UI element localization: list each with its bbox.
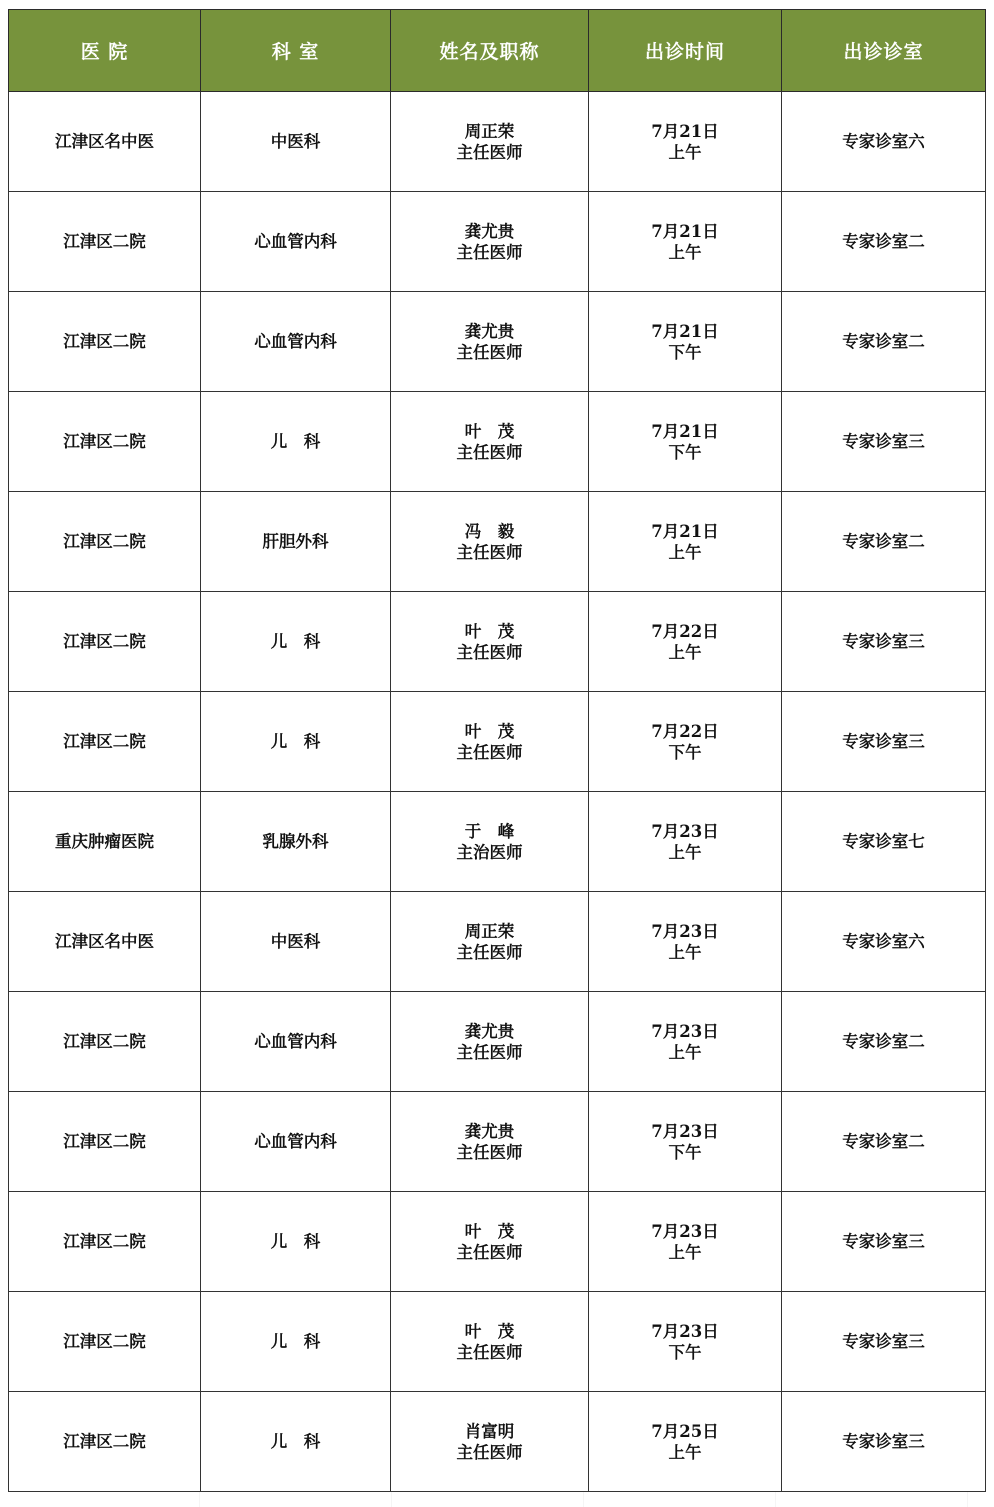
department-cell-text: 心血管内科 xyxy=(254,1032,337,1051)
header-row xyxy=(9,10,986,92)
department-cell-text: 儿 科 xyxy=(270,1232,321,1251)
hospital-cell-text: 江津区二院 xyxy=(63,1432,146,1451)
hospital-cell-text: 江津区二院 xyxy=(63,1132,146,1151)
hospital-cell xyxy=(9,892,201,992)
time-cell xyxy=(589,792,782,892)
header-doctor: 姓名及职称 xyxy=(391,10,589,92)
department-cell xyxy=(201,1092,391,1192)
visit-date-text: 7月23日 xyxy=(651,821,719,841)
room-cell xyxy=(782,1392,986,1492)
schedule-table xyxy=(8,9,986,1492)
room-cell xyxy=(782,292,986,392)
room-cell-text: 专家诊室二 xyxy=(842,232,925,251)
room-cell xyxy=(782,692,986,792)
visit-period-text: 上午 xyxy=(668,1442,702,1462)
doctor-cell xyxy=(391,1292,589,1392)
doctor-title-text: 主任医师 xyxy=(456,242,523,262)
doctor-title-text: 主治医师 xyxy=(456,842,523,862)
visit-period-text: 上午 xyxy=(668,642,702,662)
doctor-title-text: 主任医师 xyxy=(456,142,523,162)
doctor-title-text: 主任医师 xyxy=(456,1442,523,1462)
table-row xyxy=(9,792,986,892)
department-cell xyxy=(201,1192,391,1292)
time-cell xyxy=(589,192,782,292)
header-department: 科 室 xyxy=(201,10,391,92)
hospital-cell-text: 江津区二院 xyxy=(63,332,146,351)
doctor-cell xyxy=(391,692,589,792)
hospital-cell-text: 江津区二院 xyxy=(63,632,146,651)
room-cell xyxy=(782,392,986,492)
doctor-name-text: 叶 茂 xyxy=(464,1321,515,1341)
department-cell xyxy=(201,392,391,492)
department-cell xyxy=(201,492,391,592)
doctor-name-text: 肖富明 xyxy=(464,1421,515,1441)
doctor-name-text: 于 峰 xyxy=(464,821,515,841)
table-row xyxy=(9,492,986,592)
doctor-name-text: 龚尤贵 xyxy=(464,221,515,241)
doctor-name-text: 叶 茂 xyxy=(464,621,515,641)
room-cell xyxy=(782,1192,986,1292)
doctor-cell xyxy=(391,92,589,192)
doctor-title-text: 主任医师 xyxy=(456,642,523,662)
hospital-cell-text: 重庆肿瘤医院 xyxy=(55,832,154,851)
table-row xyxy=(9,1292,986,1392)
doctor-cell xyxy=(391,292,589,392)
room-cell xyxy=(782,492,986,592)
hospital-cell xyxy=(9,392,201,492)
room-cell xyxy=(782,992,986,1092)
visit-date-text: 7月25日 xyxy=(651,1421,719,1441)
visit-period-text: 上午 xyxy=(668,1042,702,1062)
hospital-cell-text: 江津区二院 xyxy=(63,532,146,551)
doctor-name-text: 周正荣 xyxy=(464,921,515,941)
table-body xyxy=(9,92,986,1492)
doctor-cell xyxy=(391,892,589,992)
header-time: 出诊时间 xyxy=(589,10,782,92)
visit-date-text: 7月23日 xyxy=(651,921,719,941)
header-hospital: 医 院 xyxy=(9,10,201,92)
visit-date-text: 7月22日 xyxy=(651,721,719,741)
department-cell-text: 儿 科 xyxy=(270,732,321,751)
doctor-title-text: 主任医师 xyxy=(456,942,523,962)
doctor-name-text: 叶 茂 xyxy=(464,721,515,741)
doctor-cell xyxy=(391,1092,589,1192)
department-cell-text: 心血管内科 xyxy=(254,332,337,351)
doctor-name-text: 龚尤贵 xyxy=(464,321,515,341)
hospital-cell xyxy=(9,192,201,292)
visit-date-text: 7月23日 xyxy=(651,1021,719,1041)
table-row xyxy=(9,292,986,392)
visit-date-text: 7月21日 xyxy=(651,221,719,241)
hospital-cell xyxy=(9,692,201,792)
department-cell-text: 儿 科 xyxy=(270,1432,321,1451)
department-cell-text: 乳腺外科 xyxy=(262,832,329,851)
doctor-title-text: 主任医师 xyxy=(456,342,523,362)
doctor-cell xyxy=(391,592,589,692)
visit-date-text: 7月21日 xyxy=(651,121,719,141)
time-cell xyxy=(589,492,782,592)
room-cell-text: 专家诊室三 xyxy=(842,1232,925,1251)
visit-period-text: 上午 xyxy=(668,242,702,262)
doctor-title-text: 主任医师 xyxy=(456,542,523,562)
visit-period-text: 上午 xyxy=(668,842,702,862)
visit-period-text: 上午 xyxy=(668,542,702,562)
visit-period-text: 下午 xyxy=(668,742,702,762)
department-cell-text: 肝胆外科 xyxy=(262,532,329,551)
department-cell xyxy=(201,792,391,892)
room-cell xyxy=(782,1092,986,1192)
hospital-cell-text: 江津区二院 xyxy=(63,1232,146,1251)
time-cell xyxy=(589,592,782,692)
doctor-title-text: 主任医师 xyxy=(456,1042,523,1062)
table-row xyxy=(9,592,986,692)
hospital-cell xyxy=(9,92,201,192)
doctor-cell xyxy=(391,1392,589,1492)
doctor-name-text: 冯 毅 xyxy=(464,521,515,541)
time-cell xyxy=(589,1292,782,1392)
room-cell xyxy=(782,1292,986,1392)
visit-date-text: 7月21日 xyxy=(651,521,719,541)
doctor-title-text: 主任医师 xyxy=(456,442,523,462)
doctor-title-text: 主任医师 xyxy=(456,742,523,762)
visit-date-text: 7月21日 xyxy=(651,421,719,441)
room-cell-text: 专家诊室六 xyxy=(842,932,925,951)
time-cell xyxy=(589,1192,782,1292)
header-room: 出诊诊室 xyxy=(782,10,986,92)
visit-period-text: 下午 xyxy=(668,342,702,362)
time-cell xyxy=(589,92,782,192)
visit-period-text: 上午 xyxy=(668,142,702,162)
department-cell-text: 心血管内科 xyxy=(254,1132,337,1151)
department-cell xyxy=(201,192,391,292)
table-continuation xyxy=(8,1492,985,1507)
doctor-title-text: 主任医师 xyxy=(456,1342,523,1362)
hospital-cell xyxy=(9,1392,201,1492)
room-cell-text: 专家诊室三 xyxy=(842,432,925,451)
visit-date-text: 7月23日 xyxy=(651,1121,719,1141)
department-cell-text: 儿 科 xyxy=(270,632,321,651)
department-cell xyxy=(201,1392,391,1492)
doctor-title-text: 主任医师 xyxy=(456,1142,523,1162)
hospital-cell xyxy=(9,1192,201,1292)
hospital-cell xyxy=(9,992,201,1092)
department-cell xyxy=(201,292,391,392)
table-row xyxy=(9,692,986,792)
doctor-cell xyxy=(391,1192,589,1292)
department-cell-text: 中医科 xyxy=(270,132,321,151)
hospital-cell-text: 江津区二院 xyxy=(63,1332,146,1351)
visit-period-text: 下午 xyxy=(668,442,702,462)
room-cell-text: 专家诊室六 xyxy=(842,132,925,151)
room-cell xyxy=(782,92,986,192)
hospital-cell xyxy=(9,792,201,892)
visit-date-text: 7月23日 xyxy=(651,1221,719,1241)
hospital-cell xyxy=(9,1292,201,1392)
doctor-name-text: 龚尤贵 xyxy=(464,1021,515,1041)
room-cell-text: 专家诊室七 xyxy=(842,832,925,851)
time-cell xyxy=(589,1392,782,1492)
doctor-name-text: 龚尤贵 xyxy=(464,1121,515,1141)
time-cell xyxy=(589,892,782,992)
table-row xyxy=(9,892,986,992)
visit-date-text: 7月23日 xyxy=(651,1321,719,1341)
time-cell xyxy=(589,392,782,492)
time-cell xyxy=(589,692,782,792)
table-row xyxy=(9,1192,986,1292)
visit-date-text: 7月21日 xyxy=(651,321,719,341)
room-cell-text: 专家诊室二 xyxy=(842,1032,925,1051)
table-row xyxy=(9,92,986,192)
doctor-name-text: 周正荣 xyxy=(464,121,515,141)
table-row xyxy=(9,992,986,1092)
doctor-cell xyxy=(391,992,589,1092)
hospital-cell-text: 江津区二院 xyxy=(63,432,146,451)
doctor-cell xyxy=(391,392,589,492)
doctor-cell xyxy=(391,192,589,292)
room-cell-text: 专家诊室三 xyxy=(842,632,925,651)
department-cell-text: 心血管内科 xyxy=(254,232,337,251)
table-row xyxy=(9,1392,986,1492)
hospital-cell-text: 江津区二院 xyxy=(63,732,146,751)
time-cell xyxy=(589,292,782,392)
hospital-cell-text: 江津区名中医 xyxy=(55,132,154,151)
hospital-cell-text: 江津区二院 xyxy=(63,1032,146,1051)
visit-period-text: 上午 xyxy=(668,942,702,962)
room-cell-text: 专家诊室二 xyxy=(842,1132,925,1151)
time-cell xyxy=(589,992,782,1092)
doctor-name-text: 叶 茂 xyxy=(464,421,515,441)
hospital-cell xyxy=(9,1092,201,1192)
room-cell-text: 专家诊室二 xyxy=(842,532,925,551)
department-cell xyxy=(201,592,391,692)
hospital-cell-text: 江津区名中医 xyxy=(55,932,154,951)
doctor-title-text: 主任医师 xyxy=(456,1242,523,1262)
room-cell xyxy=(782,192,986,292)
doctor-cell xyxy=(391,492,589,592)
hospital-cell xyxy=(9,292,201,392)
department-cell xyxy=(201,692,391,792)
table-row xyxy=(9,392,986,492)
department-cell xyxy=(201,992,391,1092)
room-cell xyxy=(782,592,986,692)
hospital-cell-text: 江津区二院 xyxy=(63,232,146,251)
department-cell xyxy=(201,1292,391,1392)
room-cell-text: 专家诊室三 xyxy=(842,1432,925,1451)
department-cell-text: 儿 科 xyxy=(270,432,321,451)
doctor-name-text: 叶 茂 xyxy=(464,1221,515,1241)
room-cell-text: 专家诊室三 xyxy=(842,732,925,751)
doctor-cell xyxy=(391,792,589,892)
visit-period-text: 下午 xyxy=(668,1142,702,1162)
department-cell xyxy=(201,892,391,992)
table-row xyxy=(9,192,986,292)
table-row xyxy=(9,1092,986,1192)
visit-period-text: 上午 xyxy=(668,1242,702,1262)
hospital-cell xyxy=(9,592,201,692)
department-cell-text: 儿 科 xyxy=(270,1332,321,1351)
visit-date-text: 7月22日 xyxy=(651,621,719,641)
department-cell xyxy=(201,92,391,192)
department-cell-text: 中医科 xyxy=(270,932,321,951)
hospital-cell xyxy=(9,492,201,592)
room-cell-text: 专家诊室三 xyxy=(842,1332,925,1351)
time-cell xyxy=(589,1092,782,1192)
room-cell-text: 专家诊室二 xyxy=(842,332,925,351)
room-cell xyxy=(782,792,986,892)
room-cell xyxy=(782,892,986,992)
visit-period-text: 下午 xyxy=(668,1342,702,1362)
